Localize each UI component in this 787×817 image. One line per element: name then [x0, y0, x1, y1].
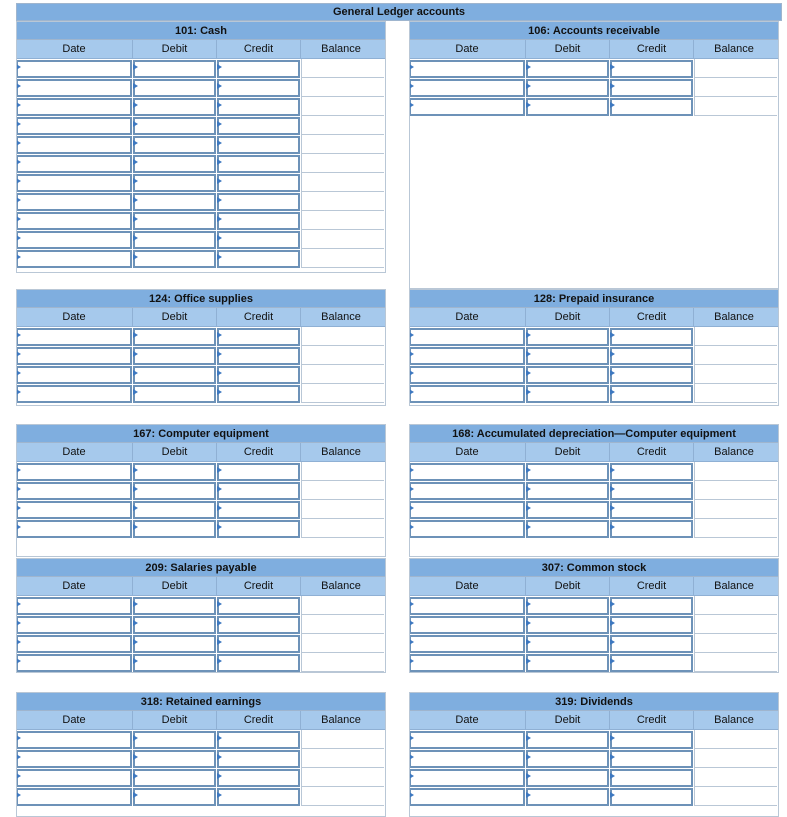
account-frame: [409, 21, 779, 289]
column-header-credit: Credit: [610, 308, 694, 326]
account-frame: [16, 424, 386, 557]
column-header-credit: Credit: [217, 308, 301, 326]
account-title: 318: Retained earnings: [16, 692, 386, 711]
column-header-date: Date: [16, 40, 133, 58]
account-frame: [16, 21, 386, 273]
account-title: 101: Cash: [16, 21, 386, 40]
column-header-debit: Debit: [526, 40, 610, 58]
account-title: 124: Office supplies: [16, 289, 386, 308]
column-header-credit: Credit: [217, 40, 301, 58]
column-header-date: Date: [16, 577, 133, 595]
column-header-date: Date: [409, 40, 526, 58]
account-title: 168: Accumulated depreciation—Computer equipment: [409, 424, 779, 443]
general-ledger-title: General Ledger accounts: [16, 3, 782, 21]
account-title: 319: Dividends: [409, 692, 779, 711]
column-header-debit: Debit: [526, 711, 610, 729]
account-frame: [409, 289, 779, 406]
column-header-date: Date: [16, 443, 133, 461]
account-title: 307: Common stock: [409, 558, 779, 577]
column-header-debit: Debit: [526, 308, 610, 326]
column-header-balance: Balance: [714, 714, 754, 726]
column-header-debit: Debit: [133, 308, 217, 326]
column-header-credit: Credit: [610, 40, 694, 58]
column-header-credit: Credit: [610, 443, 694, 461]
column-header-credit: Credit: [217, 443, 301, 461]
account-title: 106: Accounts receivable: [409, 21, 779, 40]
column-header-debit: Debit: [133, 40, 217, 58]
column-header-date: Date: [409, 443, 526, 461]
column-header-balance: Balance: [321, 43, 361, 55]
account-frame: [409, 692, 779, 817]
column-header-date: Date: [16, 711, 133, 729]
column-header-credit: Credit: [217, 711, 301, 729]
column-header-balance: Balance: [714, 580, 754, 592]
column-header-date: Date: [409, 308, 526, 326]
column-header-debit: Debit: [526, 577, 610, 595]
account-frame: [409, 558, 779, 673]
column-header-debit: Debit: [526, 443, 610, 461]
column-header-balance: Balance: [321, 714, 361, 726]
column-header-debit: Debit: [133, 577, 217, 595]
account-frame: [16, 289, 386, 406]
column-header-credit: Credit: [610, 577, 694, 595]
column-header-date: Date: [409, 711, 526, 729]
account-frame: [409, 424, 779, 557]
column-header-debit: Debit: [133, 711, 217, 729]
column-header-balance: Balance: [321, 580, 361, 592]
account-frame: [16, 692, 386, 817]
column-header-date: Date: [16, 308, 133, 326]
column-header-debit: Debit: [133, 443, 217, 461]
account-title: 128: Prepaid insurance: [409, 289, 779, 308]
column-header-balance: Balance: [321, 446, 361, 458]
column-header-balance: Balance: [321, 311, 361, 323]
account-title: 167: Computer equipment: [16, 424, 386, 443]
column-header-credit: Credit: [610, 711, 694, 729]
column-header-date: Date: [409, 577, 526, 595]
column-header-balance: Balance: [714, 43, 754, 55]
account-frame: [16, 558, 386, 673]
column-header-balance: Balance: [714, 311, 754, 323]
column-header-credit: Credit: [217, 577, 301, 595]
column-header-balance: Balance: [714, 446, 754, 458]
account-title: 209: Salaries payable: [16, 558, 386, 577]
